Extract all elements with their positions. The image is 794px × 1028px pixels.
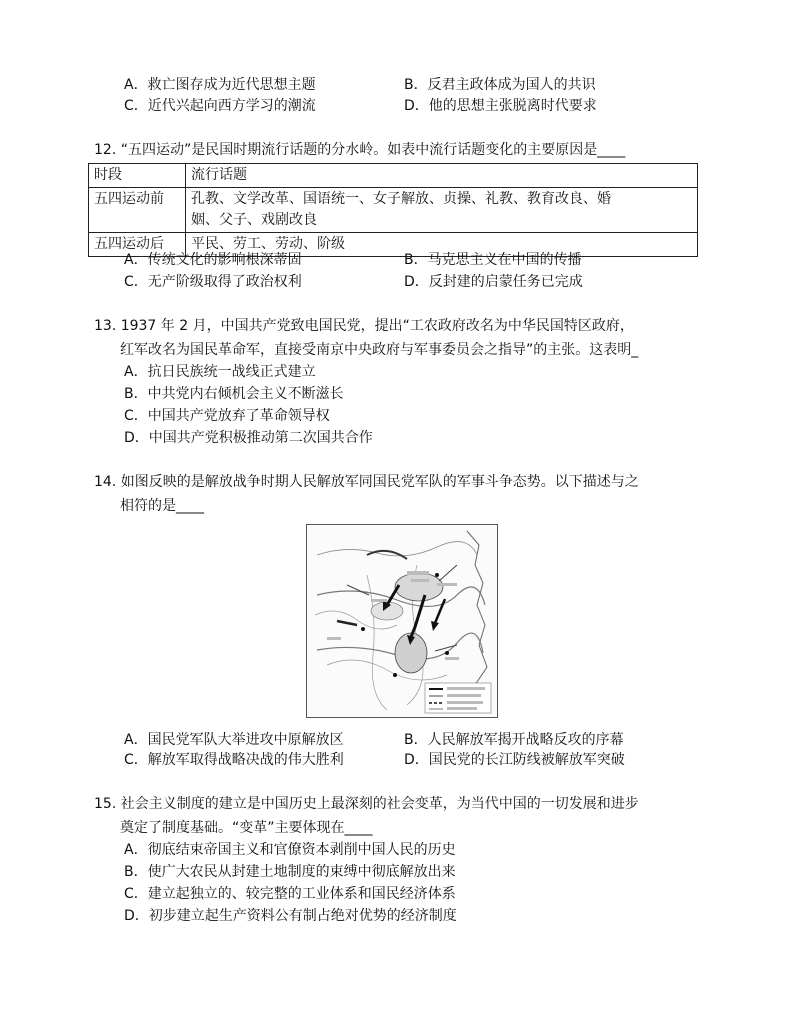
- city-mark: [361, 627, 365, 631]
- q15-option-c: C．建立起独立的、较完整的工业体系和国民经济体系: [124, 886, 456, 902]
- q12-option-c: C．无产阶级取得了政治权利: [124, 274, 302, 290]
- legend-label: [447, 694, 481, 697]
- topics-table: [88, 163, 698, 257]
- q14-option-a: A．国民党军队大举进攻中原解放区: [124, 732, 344, 748]
- advance-arrow: [337, 621, 357, 625]
- table-cell-topics: 平民、劳工、劳动、阶级: [186, 233, 698, 257]
- q15-option-a: A．彻底结束帝国主义和官僚资本剥削中国人民的历史: [124, 842, 456, 858]
- map-label: [371, 599, 387, 602]
- liberated-area: [395, 573, 443, 601]
- q13-stem-line1: 13. 1937 年 2 月，中国共产党致电国民党，提出“工农政府改名为中华民国特区政府，: [94, 318, 634, 334]
- q11-option-d: D．他的思想主张脱离时代要求: [404, 98, 597, 114]
- topics-line: 姻、父子、戏剧改良: [191, 212, 317, 228]
- q15-stem-line1: 15. 社会主义制度的建立是中国历史上最深刻的社会变革，为当代中国的一切发展和进步: [94, 796, 639, 812]
- q13-option-c: C．中国共产党放弃了革命领导权: [124, 408, 330, 424]
- q13-option-a: A．抗日民族统一战线正式建立: [124, 364, 316, 380]
- table-cell-period: 五四运动后: [89, 233, 186, 257]
- q11-option-a: A．救亡图存成为近代思想主题: [124, 77, 316, 93]
- city-mark: [435, 573, 439, 577]
- advance-arrow: [435, 599, 445, 623]
- q12-stem: 12. “五四运动”是民国时期流行话题的分水岭。如表中流行话题变化的主要原因是____: [94, 142, 626, 158]
- table-cell-period: 五四运动前: [89, 188, 186, 233]
- city-mark: [393, 673, 397, 677]
- map-label: [437, 583, 457, 586]
- legend-label: [447, 701, 483, 704]
- enemy-arrow: [439, 565, 457, 581]
- q13-stem-line2: 红军改名为国民革命军，直接受南京中央政府与军事委员会之指导”的主张。这表明_: [120, 342, 639, 358]
- table-row: [89, 188, 698, 233]
- q14-option-b: B．人民解放军揭开战略反攻的序幕: [404, 732, 624, 748]
- q14-option-d: D．国民党的长江防线被解放军突破: [404, 752, 625, 768]
- map-label: [327, 637, 341, 640]
- q15-stem-line2: 奠定了制度基础。“变革”主要体现在____: [120, 820, 373, 836]
- map-label: [445, 657, 459, 660]
- topics-line: 孔教、文学改革、国语统一、女子解放、贞操、礼教、教育改良、婚: [191, 191, 611, 207]
- q15-option-b: B．使广大农民从封建土地制度的束缚中彻底解放出来: [124, 864, 456, 880]
- legend-label: [447, 687, 485, 690]
- q11-option-b: B．反君主政体成为国人的共识: [404, 77, 596, 93]
- table-header-topics: 流行话题: [186, 164, 698, 188]
- q14-stem-line1: 14. 如图反映的是解放战争时期人民解放军同国民党军队的军事斗争态势。以下描述与之: [94, 474, 639, 490]
- table-header-period: 时段: [89, 164, 186, 188]
- q12-option-b: B．马克思主义在中国的传播: [404, 252, 582, 268]
- province-line: [327, 660, 447, 680]
- q14-stem-line2: 相符的是____: [120, 498, 204, 514]
- q15-option-d: D．初步建立起生产资料公有制占绝对优势的经济制度: [124, 908, 457, 924]
- city-mark: [445, 651, 449, 655]
- military-situation-map: [306, 524, 498, 718]
- arrow-head: [431, 621, 439, 631]
- map-drawing: [307, 525, 497, 717]
- legend-label: [447, 707, 477, 710]
- q13-option-b: B．中共党内右倾机会主义不断滋长: [124, 386, 344, 402]
- enemy-arrow: [347, 585, 369, 595]
- q14-option-c: C．解放军取得战略决战的伟大胜利: [124, 752, 344, 768]
- map-label: [411, 579, 429, 582]
- table-cell-topics: [186, 188, 698, 233]
- advance-arrow: [387, 585, 399, 605]
- q11-option-c: C．近代兴起向西方学习的潮流: [124, 98, 316, 114]
- enemy-arrow: [435, 645, 457, 651]
- map-label: [407, 571, 429, 575]
- q12-option-d: D．反封建的启蒙任务已完成: [404, 274, 583, 290]
- q12-option-a: A．传统文化的影响根深蒂固: [124, 252, 302, 268]
- table-header-row: [89, 164, 698, 188]
- q13-option-d: D．中国共产党积极推动第二次国共合作: [124, 430, 373, 446]
